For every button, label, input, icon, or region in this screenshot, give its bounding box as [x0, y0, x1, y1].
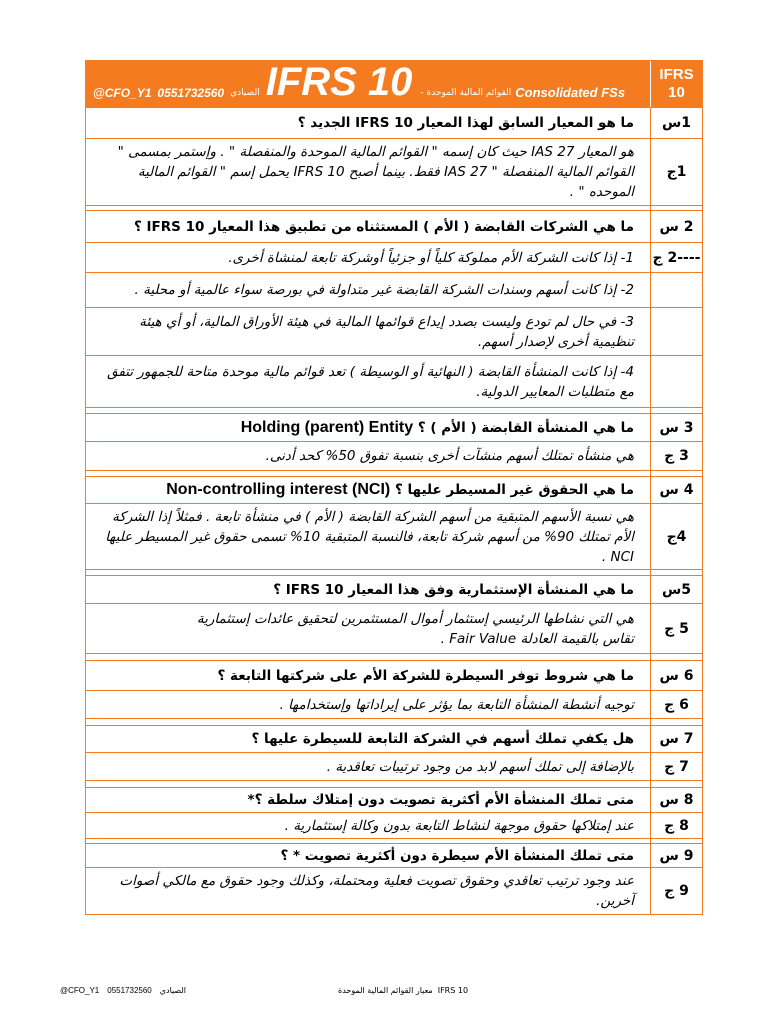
footer-handle: @CFO_Y1	[60, 986, 100, 995]
question-label: س1	[661, 115, 692, 131]
corner-line-2: 10	[668, 84, 685, 101]
answer-text: توجيه أنشطة المنشأة التابعة بما يؤثر على إيراداتها وإستخدامها .	[279, 696, 634, 713]
answer-text: عند إمتلاكها حقوق موجهة لنشاط التابعة بدون وكالة إستثمارية .	[284, 817, 634, 834]
answer-row	[86, 504, 702, 570]
question-text: هل يكفي تملك أسهم في الشركة التابعة للسيطرة عليها ؟	[251, 731, 634, 747]
footer-author	[60, 986, 186, 995]
question-row	[86, 108, 702, 139]
question-row	[86, 726, 702, 753]
question-text: ما هو المعيار السابق لهذا المعيار IFRS 10 الجديد ؟	[297, 115, 634, 131]
answer-text: بالإضافة إلى تملك أسهم لابد من وجود ترتيبات تعاقدية .	[326, 758, 634, 775]
question-row	[86, 844, 702, 868]
question-row	[86, 211, 702, 243]
corner-line-1: IFRS	[659, 66, 694, 83]
header-banner	[86, 61, 651, 107]
question-label: س 7	[659, 731, 694, 747]
answer-text: 1- إذا كانت الشركة الأم مملوكة كلياً أو جزئياً أوشركة تابعة لمنشاة أخرى.	[228, 249, 634, 266]
answer-label: ج 8	[664, 817, 689, 834]
question-row	[86, 661, 702, 691]
group-separator	[86, 781, 702, 788]
page-title: IFRS 10	[265, 61, 413, 104]
question-label: س 8	[659, 792, 694, 808]
answer-text: 4- إذا كانت المنشأة القابضة ( النهائية أو الوسيطة ) تعد قوائم مالية موحدة متاحة للجمهور تتفق مع متطلبات المعايير الدولية.	[107, 363, 634, 400]
question-text: متى تملك المنشأة الأم أكثرية تصويت دون إمتلاك سلطة ؟*	[247, 792, 634, 808]
qa-table	[85, 60, 703, 915]
footer-title-english: IFRS 10	[437, 986, 469, 995]
answer-label: ج 7	[664, 758, 689, 775]
header-corner	[651, 61, 702, 107]
subtitle-english: Consolidated FSs	[515, 85, 626, 100]
author-handle: @CFO_Y1	[93, 86, 152, 100]
question-row	[86, 788, 702, 813]
question-label: س 6	[659, 667, 694, 684]
question-label: س 2	[659, 218, 694, 235]
question-text-arabic: ما هي الحقوق غير المسيطر عليها ؟	[394, 482, 634, 498]
footer-title-arabic: معيار القوائم المالية الموحدة	[338, 986, 433, 995]
answer-label: ج 6	[664, 696, 689, 713]
question-text-arabic: ما هي المنشأة القابضة ( الأم ) ؟	[417, 419, 634, 436]
question-text: ما هي المنشأة الإستثمارية وفق هذا المعيار IFRS 10 ؟	[273, 581, 634, 598]
answer-row	[86, 442, 702, 471]
group-separator	[86, 719, 702, 726]
question-text	[241, 418, 634, 438]
answer-text: هي منشأه تمتلك أسهم منشآت أخرى بنسبة تفوق 50% كحد أدنى.	[265, 448, 634, 464]
footer-phone: 0551732560	[107, 986, 152, 995]
answer-label: ج 3	[664, 448, 689, 464]
subtitle-arabic: القوائم المالية الموحدة -	[420, 88, 512, 98]
answer-row	[86, 139, 702, 206]
answer-row	[86, 868, 702, 914]
answer-label: ج 5	[664, 620, 689, 637]
question-text	[166, 480, 634, 500]
answer-label: ج 2----	[652, 249, 701, 266]
answer-label: ج1	[666, 164, 687, 180]
header-row	[86, 61, 702, 108]
answer-row	[86, 356, 702, 408]
question-row	[86, 576, 702, 604]
group-separator	[86, 654, 702, 661]
question-text-english: Non-controlling interest (NCI)	[166, 481, 391, 498]
question-text: ما هي الشركات القابضة ( الأم ) المستثناه من تطبيق هذا المعيار IFRS 10 ؟	[134, 218, 634, 235]
answer-text: هي التي نشاطها الرئيسي إستثمار أموال المستثمرين لتحقيق عائدات إستثمارية تقاس بالقيمة العادلة Fair Value .	[196, 610, 634, 647]
answer-text: هو المعيار IAS 27 حيث كان إسمه " القوائم المالية الموحدة والمنفصلة " . وإستمر بمسمى " القوائم المالية المنفصلة " IAS 27 فقط. بينما أصبح IFRS 10 يحمل إسم " القوائم المالية الموحده " .	[117, 144, 634, 200]
answer-row	[86, 691, 702, 719]
answer-text: هي نسبة الأسهم المتبقية من أسهم الشركة القابضة ( الأم ) في منشأة تابعة . فمثلاً إذا الشركة الأم تمتلك 90% من أسهم شركة تابعة، فالنسبة المتبقية 10% تسمى حقوق غير المسيطر عليها NCI .	[105, 508, 634, 565]
answer-row	[86, 273, 702, 308]
footer-author-name: الصيادي	[159, 986, 187, 995]
question-label: س 3	[659, 419, 694, 436]
question-label: س5	[661, 581, 692, 598]
answer-label: ج4	[666, 528, 687, 545]
answer-row	[86, 753, 702, 781]
answer-row	[86, 604, 702, 654]
question-text-english: Holding (parent) Entity	[240, 418, 414, 436]
footer-doc-title	[338, 986, 468, 995]
question-label: س 9	[659, 847, 694, 864]
question-text: متى تملك المنشأة الأم سيطرة دون أكثرية تصويت * ؟	[280, 847, 634, 864]
author-phone: 0551732560	[157, 86, 225, 100]
answer-text: 2- إذا كانت أسهم وسندات الشركة القابضة غير متداولة في بورصة سواء عالمية أو محلية .	[134, 282, 634, 298]
question-text: ما هي شروط توفر السيطرة للشركة الأم على شركتها التابعة ؟	[217, 667, 634, 684]
answer-row	[86, 308, 702, 356]
question-label: س 4	[659, 482, 694, 498]
question-row	[86, 414, 702, 442]
author-name: الصيادي	[230, 88, 260, 98]
answer-row	[86, 243, 702, 273]
answer-text: عند وجود ترتيب تعاقدي وحقوق تصويت فعلية ومحتملة، وكذلك وجود حقوق مع مالكي أصوات آخرين.	[119, 873, 634, 909]
question-row	[86, 477, 702, 504]
answer-row	[86, 813, 702, 839]
answer-text: 3- في حال لم تودع وليست بصدد إيداع قوائمها المالية في هيئة الأوراق المالية، أو أي هيئة تنظيمية أخرى لإصدار أسهم.	[139, 313, 634, 350]
answer-label: ج 9	[664, 883, 689, 899]
